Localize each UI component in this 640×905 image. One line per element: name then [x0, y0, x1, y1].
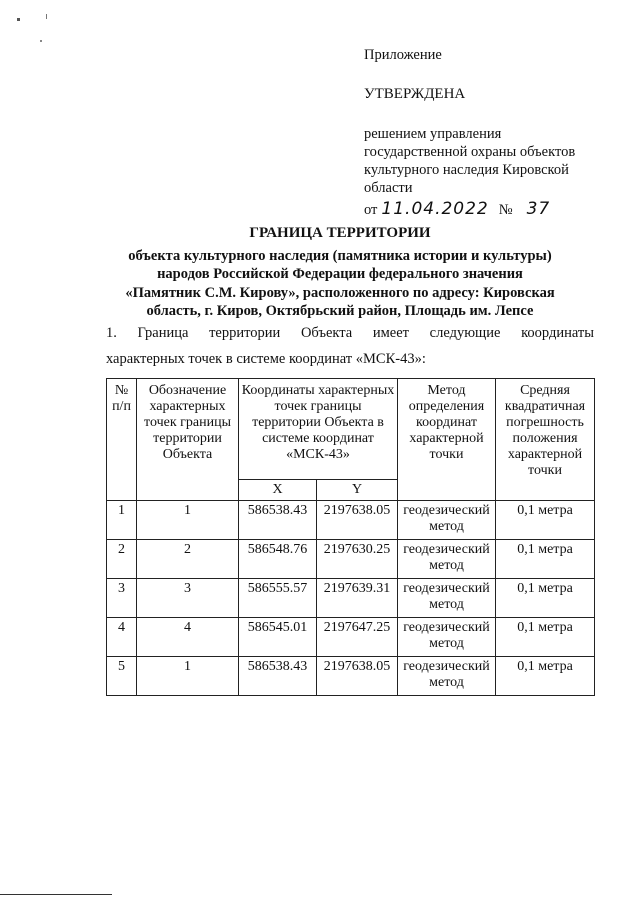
document-title [80, 224, 600, 321]
title-line: объекта культурного наследия (памятника истории и культуры) [128, 247, 552, 264]
table-row [107, 618, 595, 657]
header-num: № п/п [107, 379, 137, 501]
approved-label: УТВЕРЖДЕНА [364, 86, 466, 102]
point-designation-cell: 3 [137, 579, 239, 618]
paragraph-line: 1. Граница территории Объекта имеет следующие координаты [106, 325, 594, 341]
date-number-row [364, 200, 614, 219]
header-error: Средняя квадратичная погрешность положения характерной точки [496, 379, 595, 501]
row-number-cell: 3 [107, 579, 137, 618]
footer-rule [0, 894, 112, 895]
coordinates-table [106, 378, 595, 696]
point-designation-cell: 1 [137, 501, 239, 540]
row-number-cell: 4 [107, 618, 137, 657]
annex-label: Приложение [364, 47, 442, 63]
x-coordinate-cell: 586545.01 [239, 618, 317, 657]
title-heading: ГРАНИЦА ТЕРРИТОРИИ [249, 225, 431, 241]
method-cell: геодезический метод [398, 540, 496, 579]
decision-line: решением управления [364, 126, 502, 142]
error-cell: 0,1 метра [496, 501, 595, 540]
handwritten-number: 37 [526, 199, 551, 219]
y-coordinate-cell: 2197630.25 [317, 540, 398, 579]
y-coordinate-cell: 2197647.25 [317, 618, 398, 657]
x-coordinate-cell: 586538.43 [239, 657, 317, 696]
table-row [107, 540, 595, 579]
table-row [107, 579, 595, 618]
error-cell: 0,1 метра [496, 540, 595, 579]
header-method: Метод определения координат характерной точки [398, 379, 496, 501]
point-designation-cell: 2 [137, 540, 239, 579]
number-label: № [498, 202, 513, 218]
header-x: X [239, 480, 317, 501]
x-coordinate-cell: 586548.76 [239, 540, 317, 579]
scan-speck [17, 18, 20, 21]
error-cell: 0,1 метра [496, 579, 595, 618]
x-coordinate-cell: 586555.57 [239, 579, 317, 618]
from-label: от [364, 202, 378, 218]
row-number-cell: 1 [107, 501, 137, 540]
method-cell: геодезический метод [398, 501, 496, 540]
title-line: область, г. Киров, Октябрьский район, Площадь им. Лепсе [146, 303, 534, 319]
table-row [107, 501, 595, 540]
table-row [107, 657, 595, 696]
title-line: «Памятник С.М. Кирову», расположенного по адресу: Кировская [125, 284, 555, 301]
method-cell: геодезический метод [398, 657, 496, 696]
handwritten-date: 11.04.2022 [381, 199, 489, 219]
row-number-cell: 2 [107, 540, 137, 579]
scan-speck [40, 40, 42, 42]
header-designation: Обозначение характерных точек границы территории Объекта [137, 379, 239, 501]
point-designation-cell: 1 [137, 657, 239, 696]
title-line: народов Российской Федерации федерального значения [157, 266, 523, 282]
header-y: Y [317, 480, 398, 501]
method-cell: геодезический метод [398, 579, 496, 618]
approval-stamp-block [364, 46, 614, 219]
header-coordinates: Координаты характерных точек границы территории Объекта в системе координат «МСК-43» [239, 379, 398, 480]
error-cell: 0,1 метра [496, 618, 595, 657]
y-coordinate-cell: 2197638.05 [317, 501, 398, 540]
point-designation-cell: 4 [137, 618, 239, 657]
decision-line: области [364, 180, 413, 196]
error-cell: 0,1 метра [496, 657, 595, 696]
decision-line: культурного наследия Кировской [364, 162, 569, 178]
decision-line: государственной охраны объектов [364, 144, 576, 160]
y-coordinate-cell: 2197639.31 [317, 579, 398, 618]
paragraph-line: характерных точек в системе координат «МСК-43»: [106, 351, 426, 367]
scan-speck [46, 14, 47, 19]
y-coordinate-cell: 2197638.05 [317, 657, 398, 696]
x-coordinate-cell: 586538.43 [239, 501, 317, 540]
table-body [107, 501, 595, 696]
method-cell: геодезический метод [398, 618, 496, 657]
row-number-cell: 5 [107, 657, 137, 696]
